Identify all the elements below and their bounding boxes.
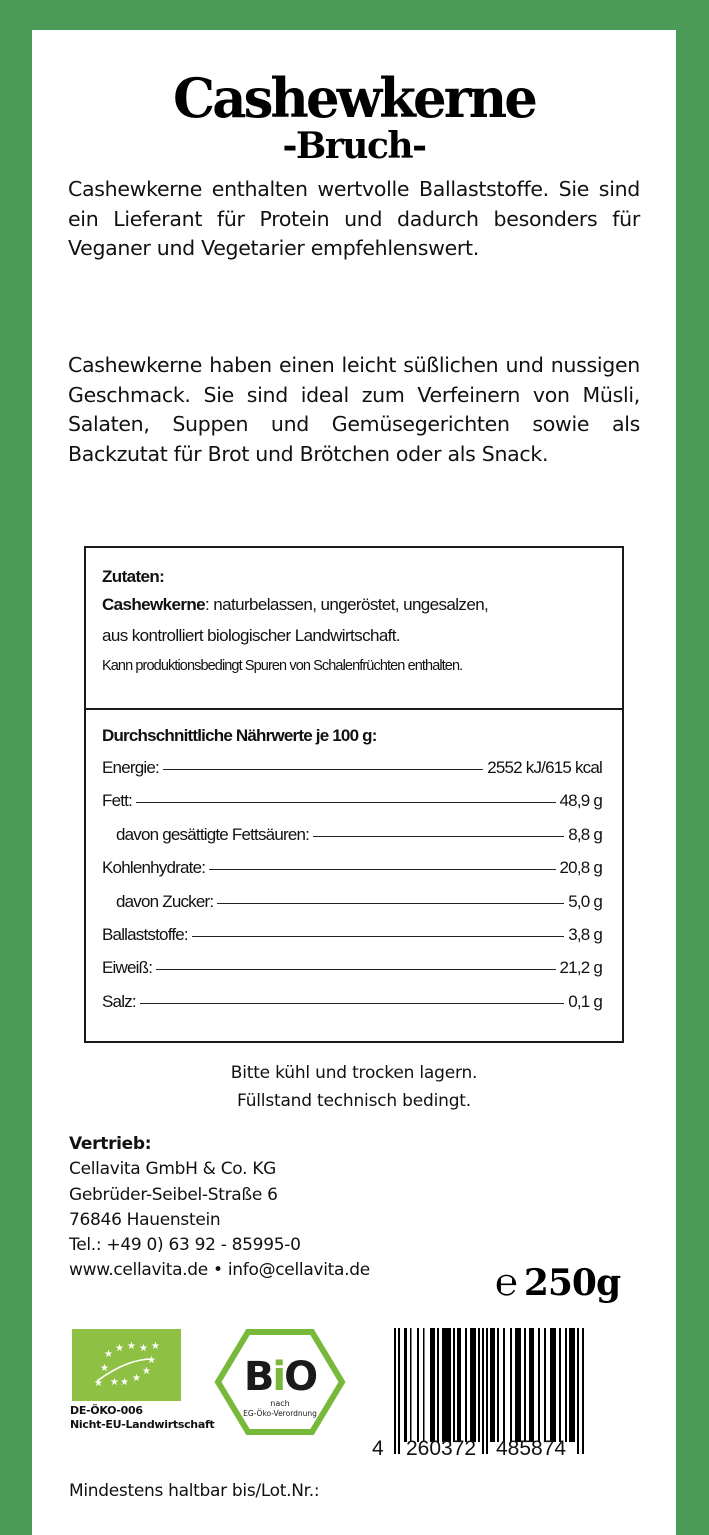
product-title: Cashewkerne: [173, 66, 535, 130]
ingredients-main-line: [102, 589, 610, 620]
svg-text:★: ★: [110, 1377, 119, 1388]
nutrition-value: 3,8 g: [568, 925, 602, 945]
svg-text:★: ★: [115, 1343, 124, 1354]
nutrition-label: Eiweiß:: [102, 958, 153, 978]
nutrition-value: 21,2 g: [559, 958, 602, 978]
nutrition-value: 8,8 g: [568, 824, 602, 844]
nutrition-label: Fett:: [102, 791, 133, 811]
bio-seal-icon: [214, 1328, 346, 1436]
best-before-lot-label: Mindestens haltbar bis/Lot.Nr.:: [69, 1481, 320, 1501]
description-paragraph-1: Cashewkerne enthalten wertvolle Ballaststoffe. Sie sind ein Lieferant für Protein und dadurch besonders für Veganer und Vegetarier empfehlenswert.: [68, 177, 640, 260]
nutrition-label: davon gesättigte Fettsäuren:: [116, 824, 310, 844]
leader-line: [209, 869, 555, 870]
main-ingredient: Cashewkerne: [102, 595, 206, 614]
description-paragraph-2: Cashewkerne haben einen leicht süßlichen und nussigen Geschmack. Sie sind ideal zum Verfeinern von Müsli, Salaten, Suppen und Gemüsegerichten sowie als Backzutat für Brot und Brötchen oder als Snack.: [68, 353, 640, 466]
leader-line: [313, 836, 564, 837]
ingredients-nutrition-box: [84, 546, 624, 1043]
nutrition-label: Kohlenhydrate:: [102, 858, 206, 878]
main-ingredient-text: : naturbelassen, ungeröstet, ungesalzen,: [205, 595, 489, 614]
nutrition-label: Energie:: [102, 758, 159, 777]
leader-line: [192, 936, 564, 937]
svg-text:★: ★: [120, 1377, 129, 1388]
leader-line: [156, 969, 555, 970]
svg-text:★: ★: [94, 1378, 103, 1389]
product-subtitle: -Bruch-: [282, 125, 426, 167]
nutrition-value: 48,9 g: [559, 791, 602, 811]
nutrition-row-protein: [102, 951, 602, 984]
distributor-company: Cellavita GmbH & Co. KG: [69, 1159, 277, 1180]
nutrition-value: 20,8 g: [559, 858, 602, 878]
svg-text:★: ★: [100, 1363, 109, 1374]
leader-line: [217, 903, 564, 904]
ingredients-section: [102, 565, 610, 681]
distributor-title: Vertrieb:: [69, 1134, 152, 1154]
nutrition-row-carbohydrates: [102, 851, 602, 884]
svg-text:nach: nach: [270, 1399, 290, 1408]
nutrition-label: Ballaststoffe:: [102, 925, 188, 945]
distributor-block: [69, 1132, 370, 1284]
storage-notes: [32, 1059, 676, 1115]
leader-line: [140, 1003, 564, 1004]
nutrition-section: [102, 723, 602, 1018]
allergen-note: Kann produktionsbedingt Spuren von Schalenfrüchten enthalten.: [102, 658, 463, 674]
eu-origin: Nicht-EU-Landwirtschaft: [70, 1418, 215, 1431]
ean-barcode: [364, 1328, 654, 1458]
nutrition-row-energy: [102, 751, 602, 784]
nutrition-row-fiber: [102, 918, 602, 951]
box-divider: [86, 708, 622, 710]
distributor-street: Gebrüder-Seibel-Straße 6: [69, 1184, 278, 1205]
svg-text:★: ★: [142, 1366, 151, 1377]
svg-text:★: ★: [147, 1355, 156, 1366]
ingredients-title: Zutaten:: [102, 567, 165, 586]
storage-line-2: Füllstand technisch bedingt.: [237, 1091, 471, 1111]
nutrition-row-sugar: [102, 885, 602, 918]
distributor-web-email: www.cellavita.de • info@cellavita.de: [69, 1260, 370, 1281]
nutrition-label: Salz:: [102, 991, 136, 1011]
nutrition-label: davon Zucker:: [116, 891, 214, 911]
storage-line-1: Bitte kühl und trocken lagern.: [230, 1063, 478, 1083]
nutrition-row-saturated-fat: [102, 818, 602, 851]
svg-text:485874: 485874: [496, 1437, 567, 1458]
svg-text:★: ★: [104, 1349, 113, 1360]
nutrition-row-salt: [102, 985, 602, 1018]
nutrition-value: 2552 kJ/615 kcal: [487, 758, 602, 777]
svg-text:★: ★: [139, 1343, 148, 1354]
leader-line: [163, 769, 483, 770]
svg-text:4: 4: [372, 1437, 384, 1458]
nutrition-value: 0,1 g: [568, 991, 602, 1011]
nutrition-title: Durchschnittliche Nährwerte je 100 g:: [102, 726, 377, 745]
weight-amount: 250g: [523, 1262, 621, 1304]
svg-text:★: ★: [151, 1341, 160, 1352]
estimated-sign-icon: ℮: [495, 1260, 518, 1304]
svg-text:★: ★: [132, 1373, 141, 1384]
eu-control-code: DE-ÖKO-006: [70, 1404, 143, 1417]
distributor-phone: Tel.: +49 0) 63 92 - 85995-0: [69, 1235, 301, 1256]
svg-text:★: ★: [127, 1341, 136, 1352]
distributor-city: 76846 Hauenstein: [69, 1209, 221, 1230]
nutrition-row-fat: [102, 784, 602, 817]
net-weight: [495, 1262, 620, 1303]
svg-text:EG-Öko-Verordnung: EG-Öko-Verordnung: [243, 1409, 317, 1418]
label-panel: [32, 30, 676, 1535]
svg-text:BiO: BiO: [243, 1354, 317, 1400]
leader-line: [136, 802, 556, 803]
nutrition-value: 5,0 g: [568, 891, 602, 911]
eu-organic-caption: [70, 1404, 214, 1432]
eu-organic-leaf-icon: [72, 1329, 181, 1401]
svg-text:260372: 260372: [406, 1437, 477, 1458]
ingredients-origin: aus kontrolliert biologischer Landwirtschaft.: [102, 626, 401, 645]
